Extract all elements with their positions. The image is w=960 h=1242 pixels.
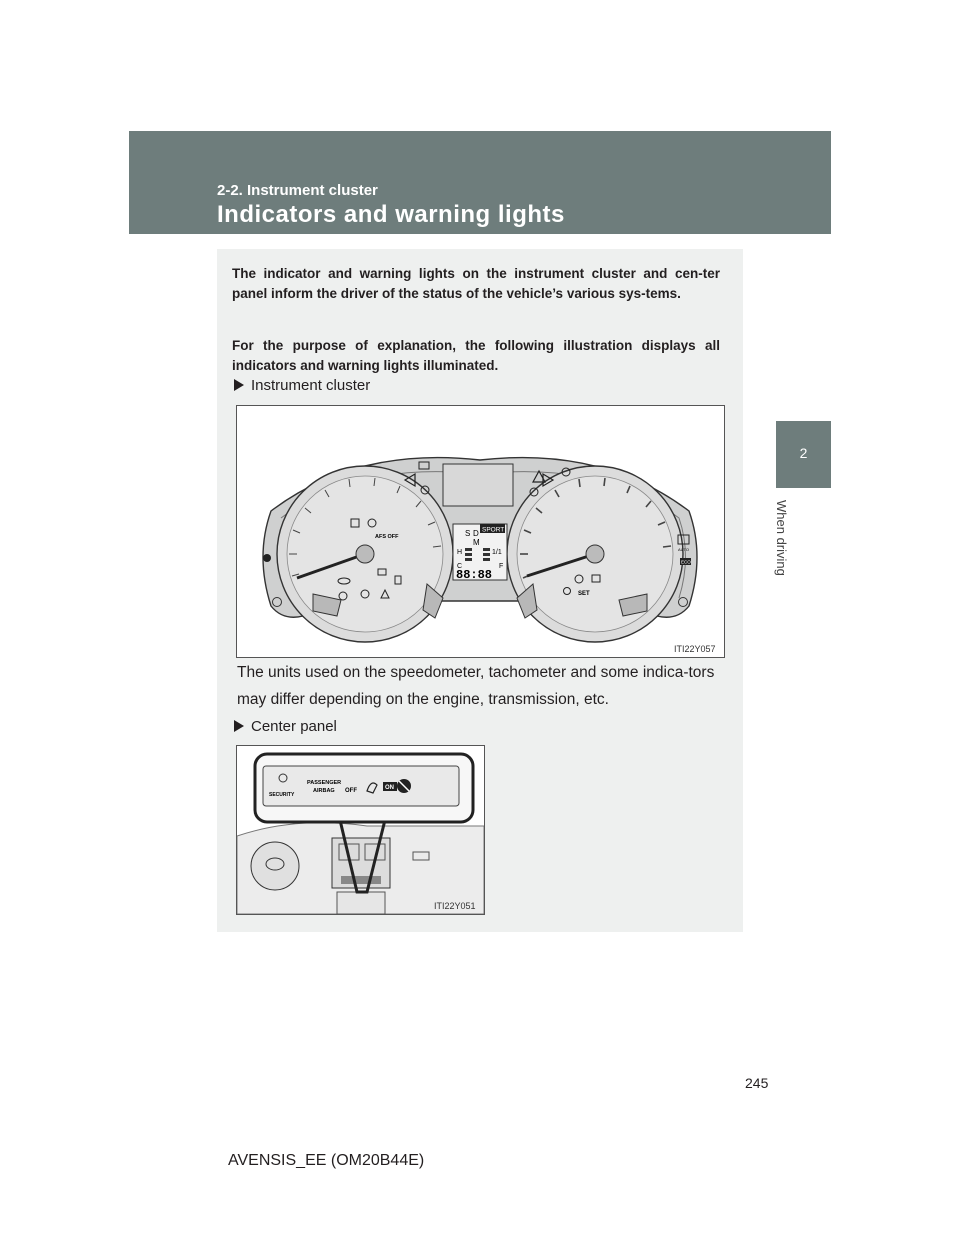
- chapter-header: [129, 131, 831, 234]
- sport-label: SPORT: [482, 526, 505, 534]
- fuel-half-label: 1/1: [492, 549, 502, 556]
- auto-label: AUTO: [678, 547, 690, 552]
- chapter-number: 2: [799, 445, 808, 461]
- security-label: SECURITY: [269, 792, 295, 798]
- eco-label: ECO: [681, 559, 691, 565]
- gear-m-label: M: [473, 538, 480, 547]
- gear-d-label: D: [473, 529, 479, 538]
- content-panel: [217, 249, 743, 932]
- instrument-cluster-heading: Instrument cluster: [234, 377, 370, 394]
- chapter-tab[interactable]: [776, 421, 831, 488]
- footer-model-code: AVENSIS_EE (OM20B44E): [228, 1152, 425, 1169]
- seatbelt-icon: [263, 554, 271, 562]
- center-panel-illustration: [237, 746, 484, 914]
- figure-code-2: ITI22Y051: [434, 901, 476, 911]
- on-label: ON: [385, 785, 394, 791]
- chapter-label-text: When driving: [774, 500, 789, 576]
- page-number: 245: [745, 1075, 769, 1091]
- lcd-clock: 88:88: [456, 568, 493, 582]
- afs-off-label: AFS OFF: [375, 534, 399, 540]
- off-label: OFF: [345, 788, 357, 794]
- gear-s-label: S: [465, 529, 471, 538]
- passenger-label: PASSENGER: [307, 780, 342, 786]
- instrument-cluster-illustration: [237, 406, 724, 657]
- fuel-f-label: F: [499, 563, 504, 570]
- intro-paragraph: The indicator and warning lights on the instrument cluster and cen-ter panel inform the driver of the status of the vehicle’s various sys-tems.: [232, 266, 720, 301]
- figure-code: ITI22Y057: [674, 644, 716, 654]
- intro-paragraph-2: For the purpose of explanation, the following illustration displays all indicators and warning lights illuminated.: [232, 338, 720, 373]
- temp-h-label: H: [457, 549, 463, 556]
- airbag-label: AIRBAG: [313, 788, 335, 794]
- page-title: Indicators and warning lights: [217, 201, 565, 228]
- center-panel-heading: Center panel: [234, 718, 337, 735]
- temp-c-label: C: [457, 563, 463, 570]
- bullet-arrow-icon: [234, 720, 244, 732]
- center-panel-figure: [236, 745, 485, 915]
- section-label: 2-2. Instrument cluster: [217, 182, 378, 199]
- bullet-arrow-icon: [234, 379, 244, 391]
- set-label: SET: [578, 591, 590, 597]
- instrument-cluster-figure: [236, 405, 725, 658]
- units-note: The units used on the speedometer, tachometer and some indica-tors may differ depending on the engine, transmission, etc.: [237, 664, 715, 708]
- chapter-label: [774, 500, 800, 640]
